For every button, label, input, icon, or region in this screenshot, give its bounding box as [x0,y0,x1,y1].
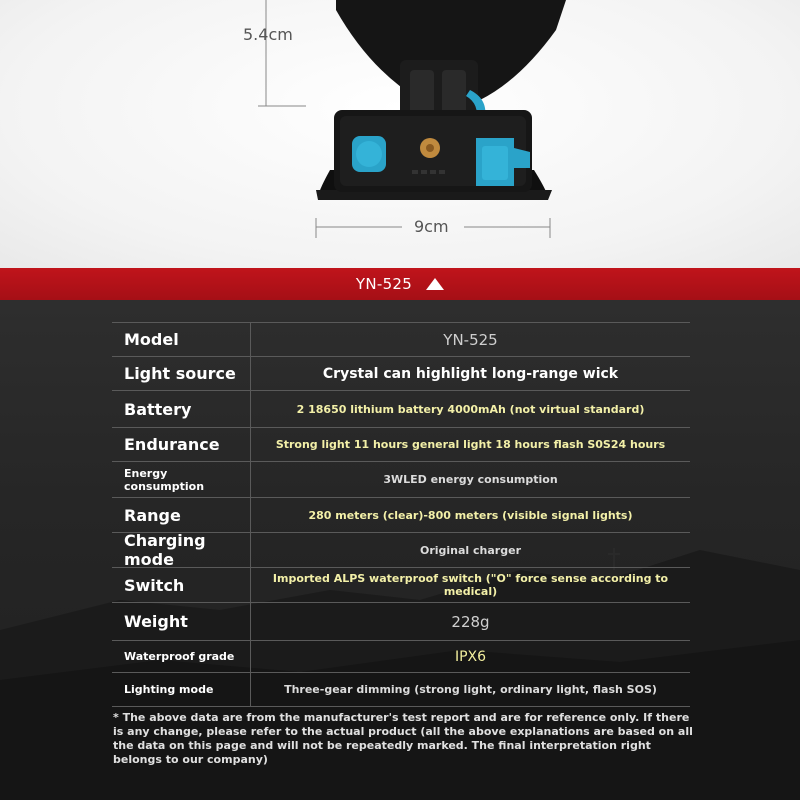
spec-label: Endurance [124,435,220,454]
spec-value: 280 meters (clear)-800 meters (visible signal lights) [250,498,690,532]
spec-value: 2 18650 lithium battery 4000mAh (not virtual standard) [250,391,690,427]
spec-row-endurance [112,428,690,462]
spec-label: Model [124,330,179,349]
triangle-up-icon [426,278,444,290]
spec-value: Original charger [250,533,690,567]
disclaimer-footnote: * The above data are from the manufacturer's test report and are for reference only. If there is any change, please refer to the actual product (all the above explanations are based on all the data on this page and will not be repeatedly marked. The final interpretation right belongs to our company) [113,711,693,766]
spec-row-waterproof-grade [112,641,690,673]
spec-label: Waterproof grade [124,650,235,663]
spec-row-light-source [112,357,690,391]
spec-label: Charging mode [124,531,206,569]
spec-row-weight [112,603,690,641]
height-dimension-label: 5.4cm [243,25,293,44]
model-header-band [0,268,800,300]
spec-row-model [112,323,690,357]
spec-value: 228g [250,603,690,640]
headlamp-illustration [0,0,800,268]
product-image-area [0,0,800,268]
spec-label: Energy consumption [124,466,205,493]
spec-row-switch [112,568,690,603]
width-dimension-label: 9cm [414,217,449,236]
spec-value: Strong light 11 hours general light 18 hours flash S0S24 hours [250,428,690,461]
spec-value: IPX6 [250,641,690,672]
spec-label: Switch [124,575,185,595]
spec-label: Light source [124,364,236,383]
spec-table [112,322,690,707]
spec-row-lighting-mode [112,673,690,707]
spec-value: Imported ALPS waterproof switch ("O" force sense according to medical) [250,568,690,602]
spec-row-range [112,498,690,533]
spec-row-battery [112,391,690,428]
spec-label: Battery [124,399,192,419]
spec-row-energy-consumption [112,462,690,498]
spec-value: 3WLED energy consumption [250,462,690,497]
spec-value: Three-gear dimming (strong light, ordinary light, flash SOS) [250,673,690,706]
model-header-title: YN-525 [355,275,413,293]
spec-value: YN-525 [250,323,690,356]
spec-label: Lighting mode [124,683,214,696]
spec-label: Weight [124,612,188,631]
spec-value: Crystal can highlight long-range wick [250,357,690,390]
spec-row-charging-mode [112,533,690,568]
spec-label: Range [124,505,181,525]
